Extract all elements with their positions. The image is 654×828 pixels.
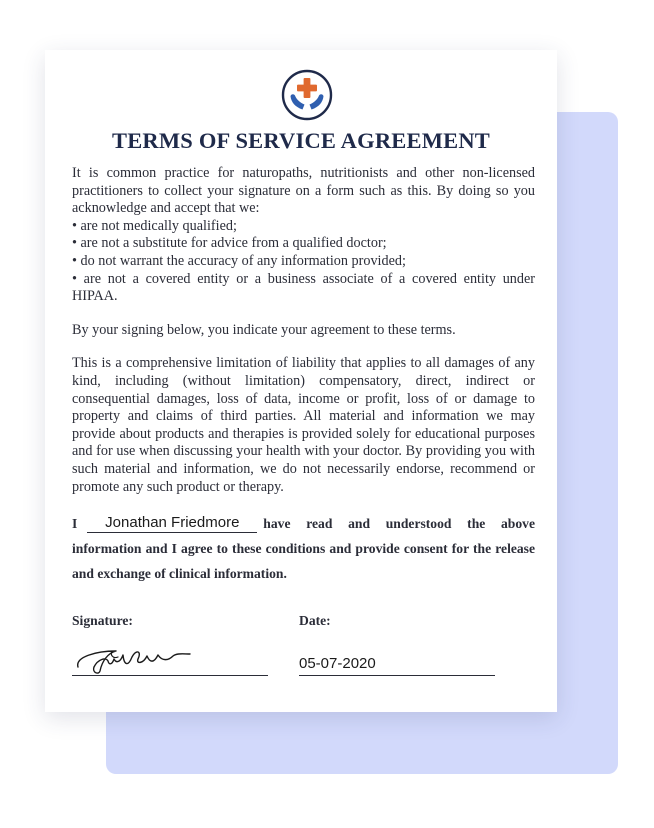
consent-text: have read and understood the above information and I agree to these conditions and provide consent for the release and exchange of clinical information. [72, 516, 535, 581]
document-body [72, 165, 535, 496]
list-item: • are not a substitute for advice from a qualified doctor; [72, 235, 387, 252]
signature-label: Signature: [72, 613, 133, 628]
list-item: • do not warrant the accuracy of any information provided; [72, 252, 406, 269]
medical-cross-hands-icon [281, 69, 333, 121]
acknowledgement-list [72, 218, 535, 306]
consent-statement [72, 511, 535, 586]
intro-paragraph: It is common practice for naturopaths, nutritionists and other non-licensed practitioners to collect your signature on a form such as this. By doing so you acknowledge and accept that we: [72, 165, 535, 217]
signature-line [72, 675, 268, 676]
date-line [299, 675, 495, 676]
agreement-sheet [45, 50, 557, 712]
consent-prefix: I [72, 516, 78, 531]
date-field[interactable]: 05-07-2020 [299, 655, 376, 672]
list-item: • are not medically qualified; [72, 217, 237, 234]
handwritten-signature[interactable] [72, 631, 196, 675]
signature-block [72, 613, 268, 629]
date-label: Date: [299, 613, 331, 628]
liability-paragraph: This is a comprehensive limitation of liability that applies to all damages of any kind, including (without limitation) compensatory, direct, indirect or consequential damages, loss of data, income or profit, loss of or damage to property and claims of third parties. All material and information we may provide about products and therapies is provided solely for educational purposes and for use when discussing your health with your doctor. By providing you with such material and information, we do not necessarily endorse, recommend or promote any such product or therapy. [72, 355, 535, 495]
name-field[interactable]: Jonathan Friedmore [87, 514, 257, 533]
agreement-note: By your signing below, you indicate your agreement to these terms. [72, 321, 456, 338]
date-block [299, 613, 495, 672]
document-title: TERMS OF SERVICE AGREEMENT [111, 128, 490, 153]
list-item: • are not a covered entity or a business associate of a covered entity under HIPAA. [72, 270, 535, 305]
